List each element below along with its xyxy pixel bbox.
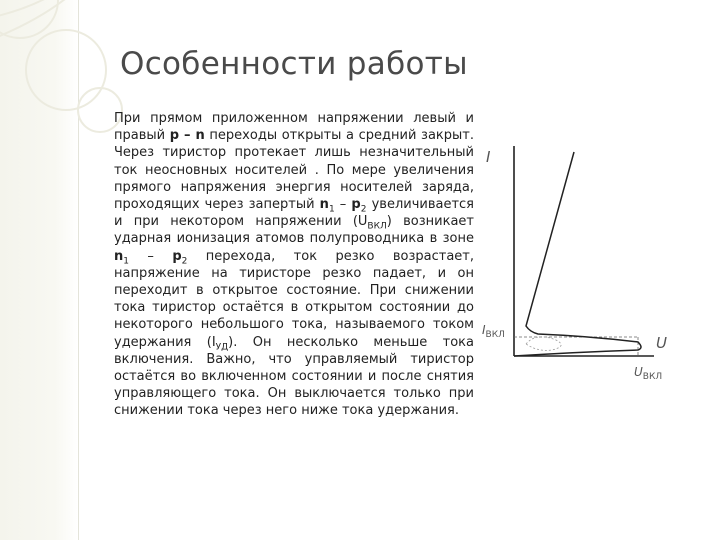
slide-title: Особенности работы — [120, 46, 468, 82]
y-axis-label: I — [486, 148, 491, 166]
x-axis-label: U — [656, 334, 667, 352]
thyristor-iv-graph — [478, 140, 688, 390]
i-vkl-label: $I_{ВКЛ}$ — [482, 323, 505, 340]
body-paragraph: При прямом приложенном напряжении левый и правый p – n переходы открыты а средний закрыт. Через тиристор протекает лишь незначительный ток неосновных носителей . По мере увеличения прямого напряжения энергия носителей заряда, проходящих через запертый $n_1 - p_2$ увеличивается и при некотором напряжении $(U_{ВКЛ})$ возникает ударная ионизация атомов полупроводника в зоне $n_1 - p_2$ перехода, ток резко возрастает, напряжение на тиристоре резко падает, и он переходит в открытое состояние. При снижении тока тиристор остаётся в открытом состоянии до некоторого небольшого тока, называемого током удержания $(I_{УД})$. Он несколько меньше тока включения. Важно, что управляемый тиристор остаётся во включенном состоянии и после снятия управляющего тока. Он выключается только при снижении тока через него ниже тока удержания. — [114, 111, 474, 419]
hysteresis-loop — [526, 337, 561, 351]
iv-characteristic-curve — [514, 152, 641, 356]
u-vkl-label: $U_{ВКЛ}$ — [634, 365, 663, 382]
